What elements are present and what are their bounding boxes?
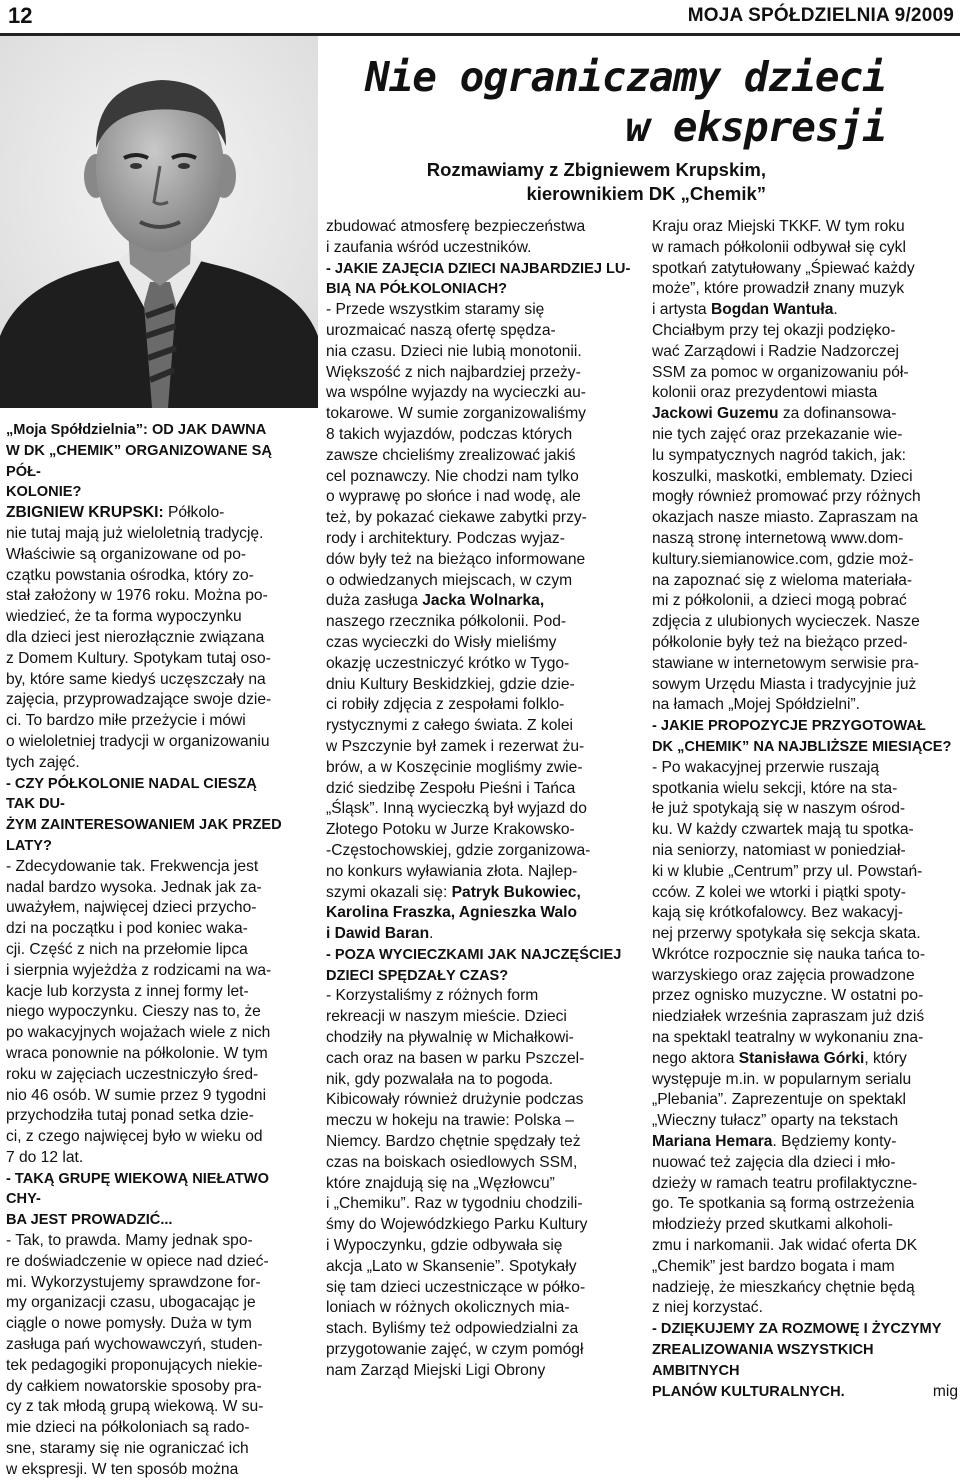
answer-6-part2: , który występuje m.in. w popularnym serialu „Plebania”. Zaprezentuje on spektakl „Wieczny tułacz” oparty na tekstach (652, 1049, 912, 1130)
answer-4 (326, 300, 632, 945)
author-signature: mig (932, 1382, 958, 1400)
portrait-photo (0, 36, 318, 408)
question-3: - TAKĄ GRUPĘ WIEKOWĄ NIEŁATWO CHY- BA JEST PROWADZIĆ... (6, 1170, 269, 1229)
answer-4-names2: Patryk Bukowiec, Karolina Fraszka, Agnieszka Walo i Dawid Baran (326, 883, 581, 943)
text-column-2 (326, 217, 632, 1382)
page-number: 12 (8, 3, 33, 28)
question-7-text: - DZIĘKUJEMY ZA ROZMOWĘ I ŻYCZYMY ZREALIZOWANIA WSZYSTKICH AMBITNYCH PLANÓW KULTURALNYCH. (652, 1321, 942, 1400)
answer-4-part1: - Przede wszystkim staramy się urozmaicać naszą ofertę spędza- nia czasu. Dzieci nie lubią monotonii. Większość z nich najbardziej przeży- wa wspólne wyjazdy na wycieczki au- tokarowe. W sumie zorganizowaliśmy 8 takich wyjazdów, podczas których zawsze chcieliśmy zrealizować jakiś cel poznawczy. Nie chodzi nam tylko o wyprawę po słońce i nad wodę, ale też, by pokazać ciekawe zabytki przy- rody i architektury. Podczas wyjaz- dów były też na bieżąco informowane o odwiedzanych miejscach, w czym duża zasługa (326, 301, 587, 610)
answer-5-cont1: Kraju oraz Miejski TKKF. W tym roku w ramach półkolonii odbywał się cykl spotkań zatytułowany „Śpiewać każdy może”, które prowadził znany muzyk i artysta (652, 218, 915, 319)
answer-2: - Zdecydowanie tak. Frekwencja jest nadal bardzo wysoka. Jednak jak za- uważyłem, najwięcej dzieci przycho- dzi na początku i pod koniec waka- cji. Część z nich na przełomie lipca i sierpnia wyjeżdża z rodzicami na wa- kacje lub korzysta z innej formy let- niego wypoczynku. Cieszy nas to, że po wakacyjnych wojażach wiele z nich wraca ponownie na półkolonie. W tym roku w zajęciach uczestniczyło śred- nio 46 osób. W sumie przez 9 tygodni przychodziła tutaj ponad setka dzie- ci, z czego najwięcej było w wieku od 7 do 12 lat. (6, 857, 272, 1166)
portrait-illustration (0, 36, 318, 408)
article-title-line2: w ekspresji (625, 103, 886, 151)
article-title-line1: Nie ograniczamy dzieci (364, 53, 886, 101)
question-4: - JAKIE ZAJĘCIA DZIECI NAJBARDZIEJ LU- BIĄ NA PÓŁKOLONIACH? (326, 260, 631, 298)
question-6: - JAKIE PROPOZYCJE PRZYGOTOWAŁ DK „CHEMIK” NA NAJBLIŻSZE MIESIĄCE? (652, 718, 952, 755)
answer-6-name1: Stanisława Górki (738, 1049, 865, 1067)
question-1: „Moja Spółdzielnia”: OD JAK DAWNA W DK „CHEMIK” ORGANIZOWANE SĄ PÓŁ- KOLONIE? (6, 422, 272, 501)
article-subtitle-line1: Rozmawiamy z Zbigniewem Krupskim, (426, 159, 766, 180)
speaker-name: ZBIGNIEW KRUPSKI: (6, 504, 164, 522)
article-title (320, 52, 886, 152)
answer-4-part2: naszego rzecznika półkolonii. Pod- czas wycieczki do Wisły mieliśmy okazję uczestniczyć krótko w Tygo- dniu Kultury Beskidzkiej, gdzie dzie- ci robiły zdjęcia z zespołami folklo- rystycznymi z całego świata. Z kolei w Pszczynie był zamek i rezerwat żu- brów, a w Koszęcinie mogliśmy zwie- dzić siedzibę Zespołu Pieśni i Tańca „Śląsk”. Inną wycieczką był wyjazd do Złotego Potoku w Jurze Krakowsko- -Częstochowskiej, gdzie zorganizowa- no konkurs wyławiania złota. Najlep- szymi okazali się: (326, 613, 591, 901)
page-header (0, 0, 960, 34)
question-7 (652, 1319, 958, 1402)
answer-5: - Korzystaliśmy z różnych form rekreacji w naszym mieście. Dzieci chodziły na pływalnię w Michałkowi- cach oraz na basen w parku Pszczel- nik, gdy pozwalała na to pogoda. Kibicowały również drużynie podczas meczu w hokeju na trawie: Polska – Niemcy. Bardzo chętnie spędzały też czas na boiskach osiedlowych SSM, które znajdują się na „Węzłowcu” i „Chemiku”. Raz w tygodniu chodzili- śmy do Wojewódzkiego Parku Kultury i Wypoczynku, gdzie odbywała się akcja „Lato w Skansenie”. Spotykały się tam dzieci uczestniczące w półko- loniach w różnych okolicznych mia- stach. Byliśmy też odpowiedzialni za przygotowanie zajęć, w czym pomógł nam Zarząd Miejski Ligi Obrony (326, 987, 588, 1379)
text-column-3 (652, 217, 958, 1402)
question-2: - CZY PÓŁKOLONIE NADAL CIESZĄ TAK DU- ŻYM ZAINTERESOWANIEM JAK PRZED LATY? (6, 775, 282, 854)
answer-4-name1: Jacka Wolnarka, (422, 592, 545, 610)
answer-6-name2: Mariana Hemara (652, 1133, 773, 1151)
answer-6-part1: - Po wakacyjnej przerwie ruszają spotkania wielu sekcji, które na sta- łe już spotykają się w naszym ośrod- ku. W każdy czwartek mają tu spotka- nia seniorzy, natomiast w poniedział- ki w klubie „Centrum” przy ul. Powstań- cców. Z kolei we wtorki i piątki spoty- kają się krótkofalowcy. Bez wakacyj- nej przerwy spotykała się sekcja skata. Wkrótce rozpocznie się nauka tańca to- warzyskiego oraz zajęcia prowadzone przez ognisko muzyczne. W ostatni po- niedziałek września zapraszam już dziś na spektakl teatralny w wykonaniu zna- nego aktora (652, 758, 926, 1067)
answer-4-part3: . (429, 925, 434, 943)
answer-5-name2: Jackowi Guzemu (652, 405, 779, 423)
question-5: - POZA WYCIECZKAMI JAK NAJCZĘŚCIEJ DZIECI SPĘDZAŁY CZAS? (326, 946, 622, 984)
article-subtitle (340, 158, 766, 206)
answer-1 (6, 503, 282, 773)
answer-5-cont3: za dofinansowa- nie tych zajęć oraz przekazanie wie- lu sympatycznych nagród takich, jak: koszulki, maskotki, emblematy. Dzieci mogły również promować przy różnych okazjach nasze miasto. Zapraszam na naszą stronę internetową www.dom- kultury.siemianowice.com, gdzie moż- na zapoznać się z wieloma materiała- mi z półkolonii, a dzieci mogą pobrać zdjęcia z ulubionych wycieczek. Nasze półkolonie były też na bieżąco przed- stawiane w internetowym serwisie pra- sowym Urzędu Miasta i tradycyjnie już na łamach „Mojej Spółdzielni”. (652, 405, 921, 714)
answer-3-continued: zbudować atmosferę bezpieczeństwa i zaufania wśród uczestników. (326, 218, 586, 256)
answer-5-name1: Bogdan Wantuła (710, 301, 834, 319)
answer-3: - Tak, to prawda. Mamy jednak spo- re doświadczenie w opiece nad dzieć- mi. Wykorzystujemy sprawdzone for- my organizacji czasu, ubogacając je ciągle o nowe pomysły. Duża w tym zasługa pań wychowawczyń, studen- tek pedagogiki proponujących niekie- dy całkiem nowatorskie sposoby pra- cy z tak młodą grupą wiekową. W su- mie dzieci na półkoloniach są rado- sne, staramy się nie ograniczać ich w ekspresji. W ten sposób można (6, 1232, 269, 1478)
magazine-issue: MOJA SPÓŁDZIELNIA 9/2009 (687, 5, 954, 26)
article-subtitle-line2: kierownikiem DK „Chemik” (526, 183, 766, 204)
answer-6-part3: . Będziemy konty- nuować też zajęcia dla dzieci i mło- dzieży w ramach teatru profilaktyczne- go. Te spotkania są formą ostrzeżenia młodzieży przed skutkami alkoholi- zmu i narkomanii. Jak widać oferta DK „Chemik” jest bardzo bogata i mam nadzieję, że mieszkańcy chętnie będą z niej korzystać. (652, 1133, 918, 1317)
text-column-1 (6, 420, 282, 1481)
answer-5-cont2: . Chciałbym przy tej okazji podzięko- wać Zarządowi i Radzie Nadzorczej SSM za pomoc w organizowaniu pół- kolonii oraz prezydentowi miasta (652, 301, 909, 402)
answer-5-continued (652, 217, 958, 716)
answer-6 (652, 758, 958, 1320)
answer-1-text: Półkolo- nie tutaj mają już wieloletnią tradycję. Właściwie są organizowane od po- czątku powstania ośrodka, który zo- stał założony w 1976 roku. Można po- wiedzieć, że ta forma wypoczynku dla dzieci jest nierozłącznie związana z Domem Kultury. Spotykam tutaj oso- by, które same kiedyś uczęszczały na zajęcia, przyprowadzające swoje dzie- ci. To bardzo miłe przeżycie i mówi o wieloletniej tradycji w organizowaniu tych zajęć. (6, 504, 272, 771)
